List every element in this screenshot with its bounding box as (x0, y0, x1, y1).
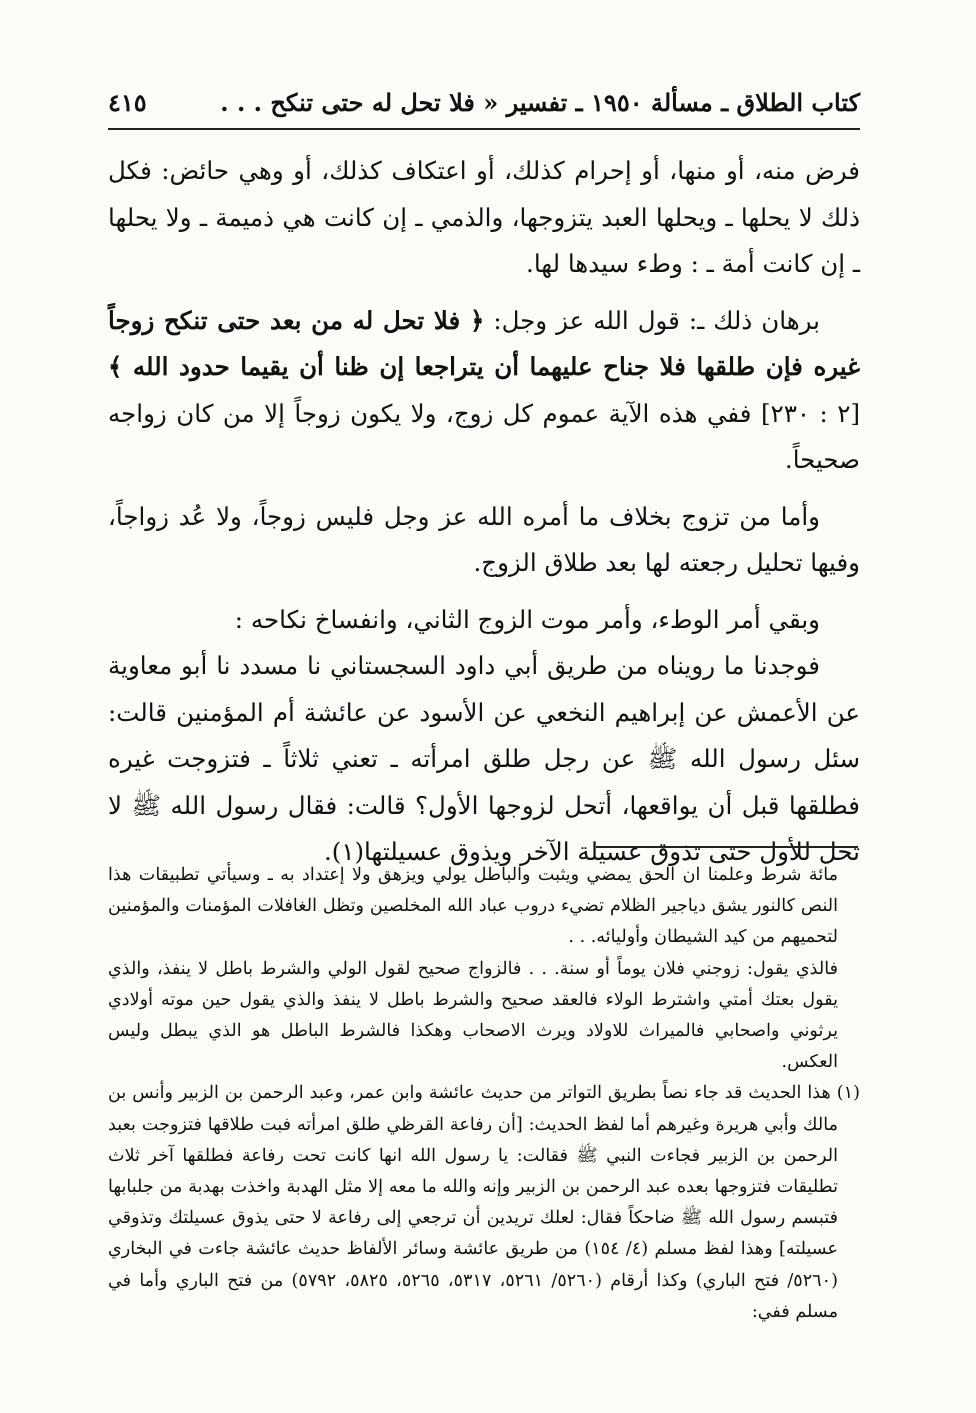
footnote-rule (596, 846, 858, 848)
footnote-continued-b: فالذي يقول: زوجني فلان يوماً أو سنة. . . فالزواج صحيح لقول الولي والشرط باطل لا ينفذ، والذي يقول بعتك أمتي واشترط الولاء فالعقد صحيح والشرط باطل لا ينفذ والذي يقول حين موته أولادي يرثوني واصحابي فالميراث للاولاد ويرث الاصحاب وهكذا فالشرط الباطل هو الذي يبطل وليس العكس. (108, 958, 838, 1073)
paragraph-2 (108, 298, 860, 484)
quran-verse: ﴿ فلا تحل له من بعد حتى تنكح زوجاً غيره فإن طلقها فلا جناح عليهما أن يتراجعا إن ظنا أن يقيما حدود الله ﴾ (108, 305, 860, 381)
paragraph-1: فرض منه، أو منها، أو إحرام كذلك، أو اعتكاف كذلك، أو وهي حائض: فكل ذلك لا يحلها ـ ويحلها العبد يتزوجها، والذمي ـ إن كانت هي ذميمة ـ ولا يحلها ـ إن كانت أمة ـ : وطء سيدها لها. (108, 156, 860, 278)
footnote-continued-a: مائة شرط وعلمنا ان الحق يمضي ويثبت والباطل يولي ويزهق ولا إعتداد به ـ وسيأتي تطبيقات هذا النص كالنور يشق دياجير الظلام تضيء دروب عباد الله المخلصين وتظل الغافلات المؤمنات والمؤمنين لتحميهم من كيد الشيطان وأوليائه. . . (108, 865, 838, 948)
header-rule (108, 128, 860, 130)
page-number: ٤١٥ (108, 87, 147, 117)
main-text (108, 148, 860, 876)
paragraph-4: وبقي أمر الوطء، وأمر موت الزوج الثاني، وانفساخ نكاحه : (234, 604, 820, 634)
paragraph-3: وأما من تزوج بخلاف ما أمره الله عز وجل فليس زوجاً، ولا عُد زواجاً، وفيها تحليل رجعته لها بعد طلاق الزوج. (108, 501, 860, 577)
page-header (108, 78, 860, 126)
running-title: كتاب الطلاق ـ مسألة ١٩٥٠ ـ تفسير « فلا تحل له حتى تنكح . . . (220, 87, 860, 117)
paragraph-2-lead: برهان ذلك ـ: قول الله عز وجل: (493, 305, 820, 335)
footnotes (108, 860, 860, 1328)
paragraph-2-rest: [٢ : ٢٣٠] ففي هذه الآية عموم كل زوج، ولا يكون زوجاً إلا من كان زواجه صحيحاً. (108, 398, 860, 474)
paragraph-5: فوجدنا ما رويناه من طريق أبي داود السجستاني نا مسدد نا أبو معاوية عن الأعمش عن إبراهيم النخعي عن الأسود عن عائشة أم المؤمنين قالت: سئل رسول الله ﷺ عن رجل طلق امرأته ـ تعني ثلاثاً ـ فتزوجت غيره فطلقها قبل أن يواقعها، أتحل لزوجها الأول؟ قالت: فقال رسول الله ﷺ لا تحل للأول حتى تذوق عسيلة الآخر ويذوق عسيلتها(١). (108, 651, 860, 866)
footnote-1: (١) هذا الحديث قد جاء نصاً بطريق التواتر من حديث عائشة وابن عمر، وعبد الرحمن بن الزبير وأنس بن مالك وأبي هريرة وغيرهم أما لفظ الحديث: [أن رفاعة القرظي طلق امرأته فبت طلاقها فتزوجت بعبد الرحمن بن الزبير فجاءت النبي ﷺ فقالت: يا رسول الله انها كانت تحت رفاعة فطلقها آخر ثلاث تطليقات فتزوجها بعده عبد الرحمن بن الزبير وإنه والله ما معه إلا مثل الهدبة واخذت بهدبة من جلبابها فتبسم رسول الله ﷺ ضاحكاً فقال: لعلك تريدين أن ترجعي إلى رفاعة لا حتى يذوق عسيلتك وتذوقي عسيلته] وهذا لفظ مسلم (٤/ ١٥٤) من طريق عائشة وسائر الألفاظ حديث عائشة جاءت في البخاري (٥٢٦٠/ فتح الباري) وكذا أرقام (٥٢٦٠/ ٥٢٦١، ٥٣١٧، ٥٢٦٥، ٥٨٢٥، ٥٧٩٢) من فتح الباري وأما في مسلم ففي: (108, 1083, 860, 1322)
